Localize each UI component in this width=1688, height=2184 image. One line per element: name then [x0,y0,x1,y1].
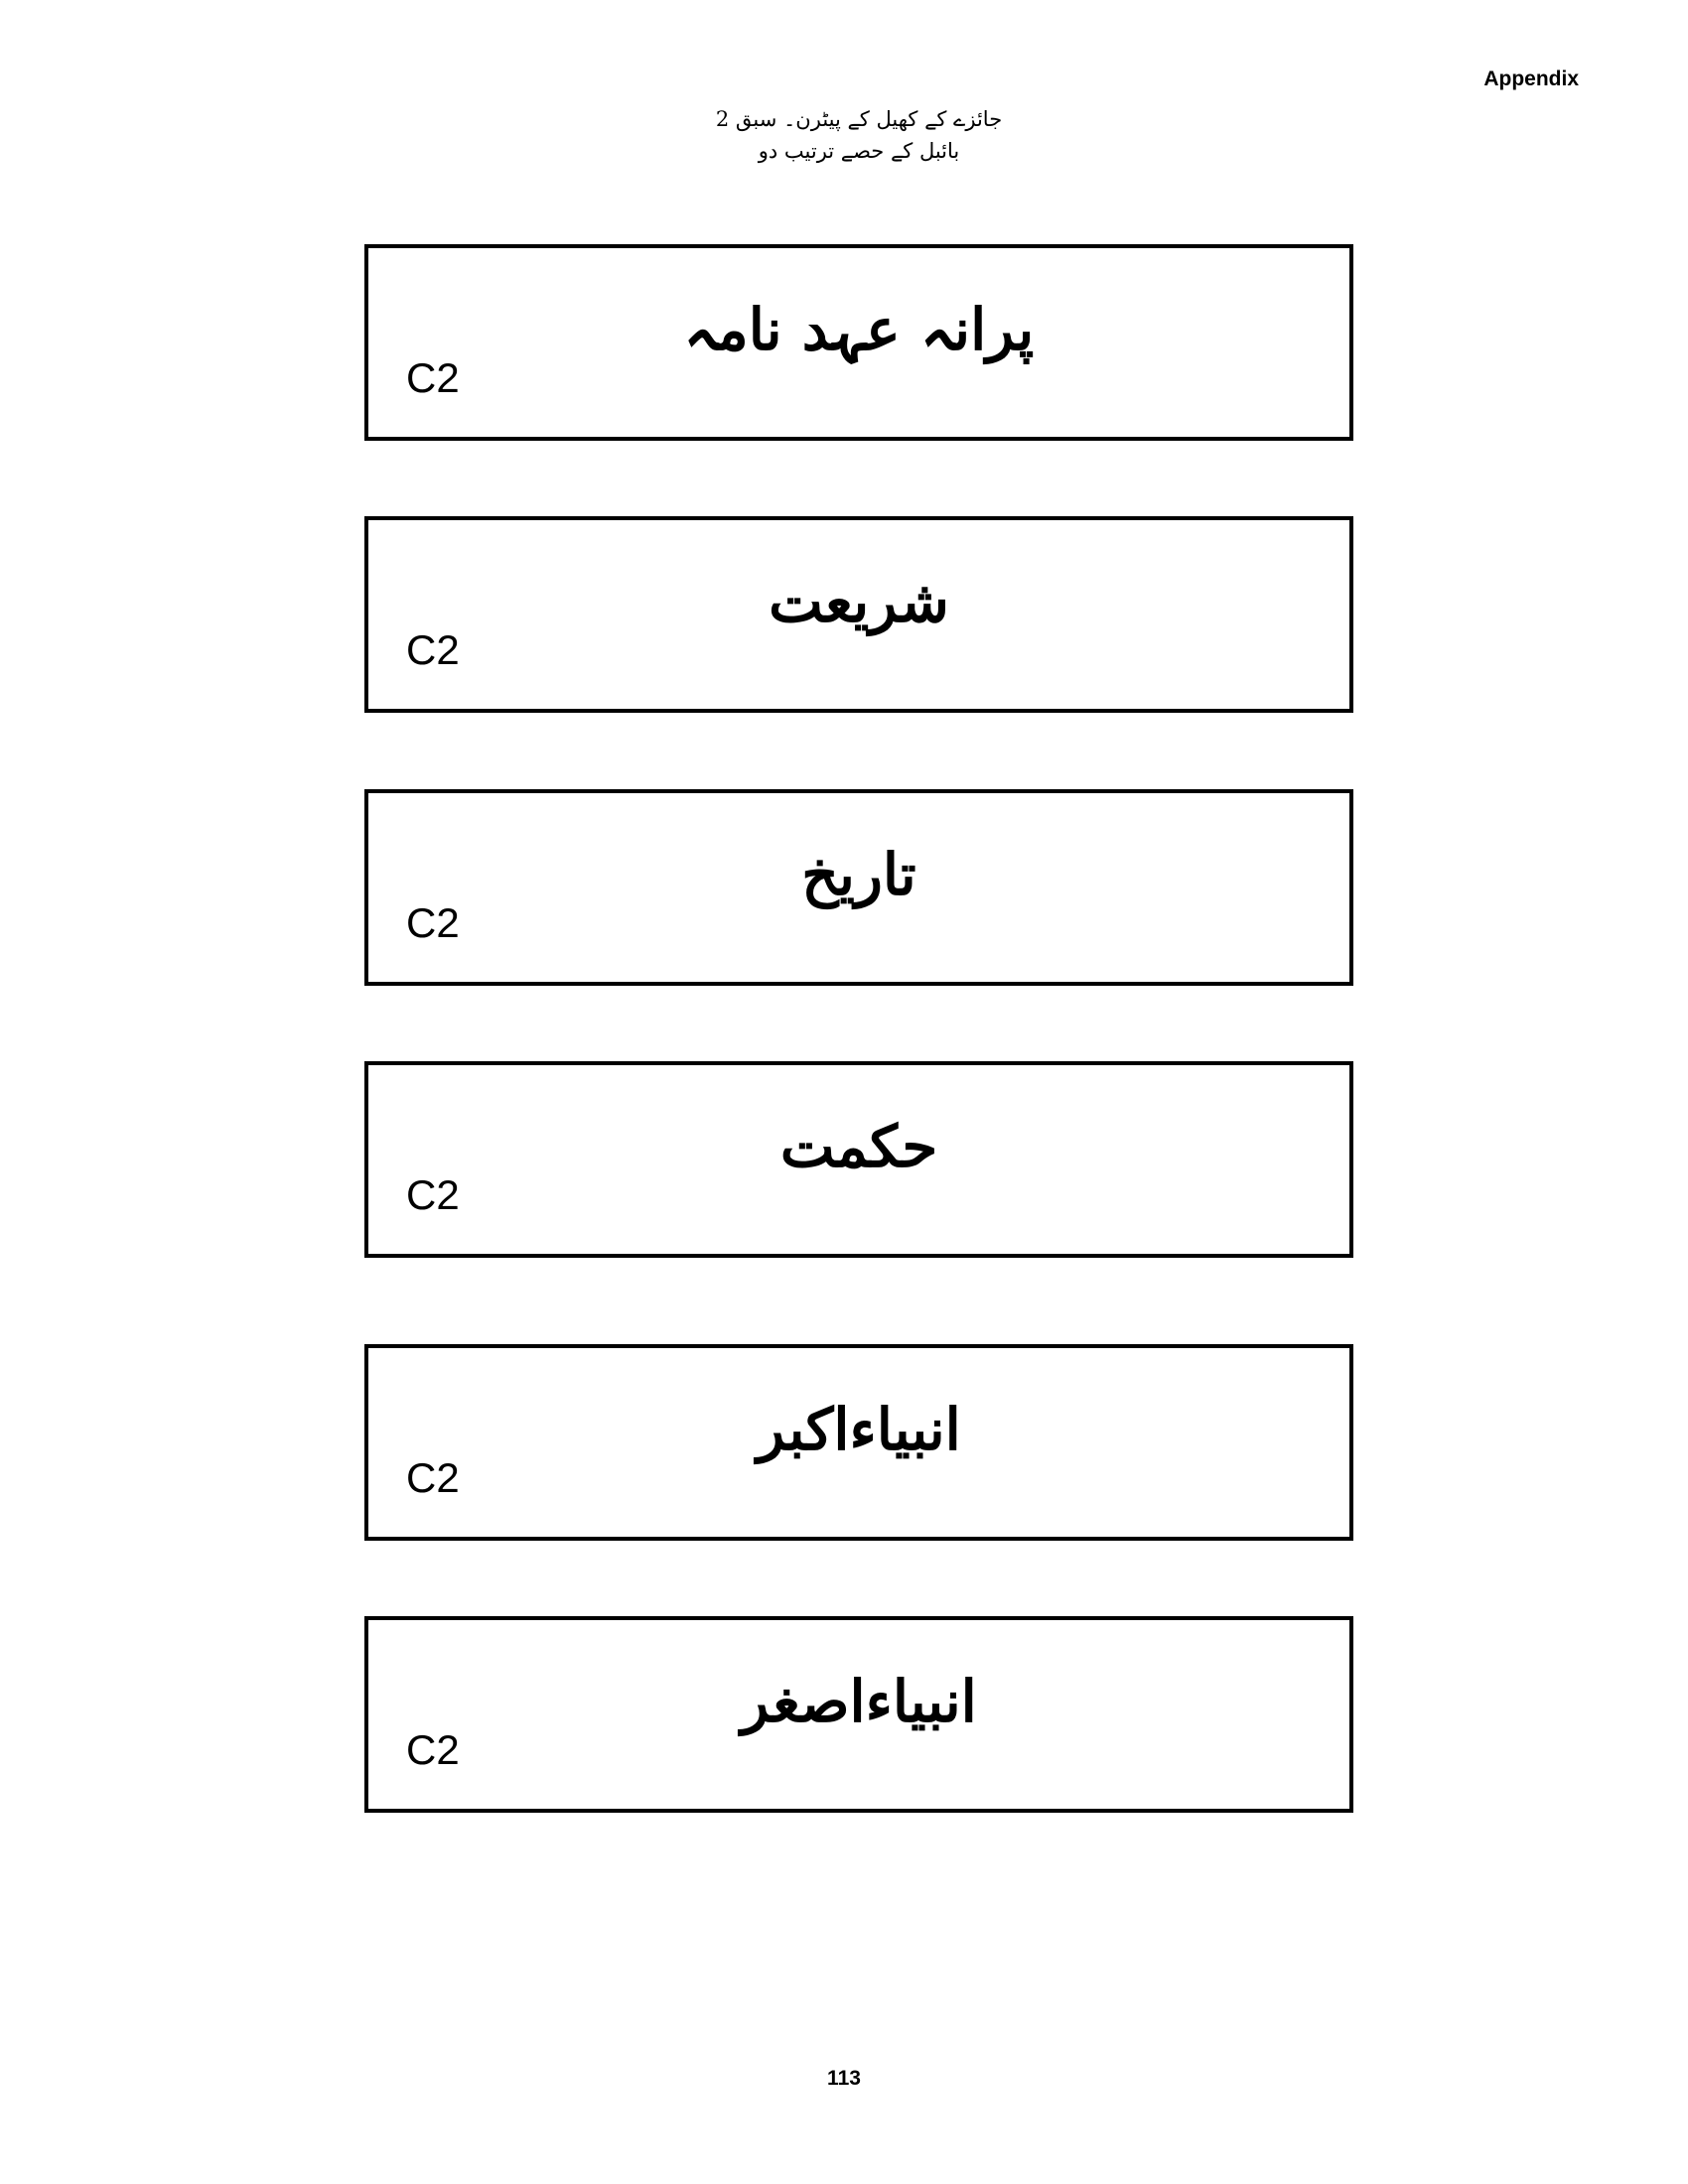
card-major-prophets [364,1344,1353,1541]
card-title: انبیاءاصغر [741,1668,977,1735]
card-code: C2 [406,899,460,946]
card-code: C2 [406,1726,460,1773]
card-title: انبیاءاکبر [757,1396,961,1463]
card-title: شریعت [769,568,949,635]
card-title: پرانہ عہد نامہ [683,296,1035,363]
card-code: C2 [406,1454,460,1501]
card-law [364,516,1353,713]
appendix-label: Appendix [1483,68,1579,90]
card-code: C2 [406,1171,460,1218]
page-number: 113 [827,2067,861,2090]
card-history [364,789,1353,986]
header-title: جائزے کے کھیل کے پیٹرن۔ سبق 2 [715,107,1003,131]
card-old-testament [364,244,1353,441]
header-subtitle: بائبل کے حصے ترتیب دو [758,139,960,163]
page-header [546,103,1172,167]
card-title: تاریخ [801,841,916,908]
card-wisdom [364,1061,1353,1258]
card-code: C2 [406,626,460,673]
card-code: C2 [406,354,460,401]
card-minor-prophets [364,1616,1353,1813]
card-title: حکمت [779,1113,938,1180]
